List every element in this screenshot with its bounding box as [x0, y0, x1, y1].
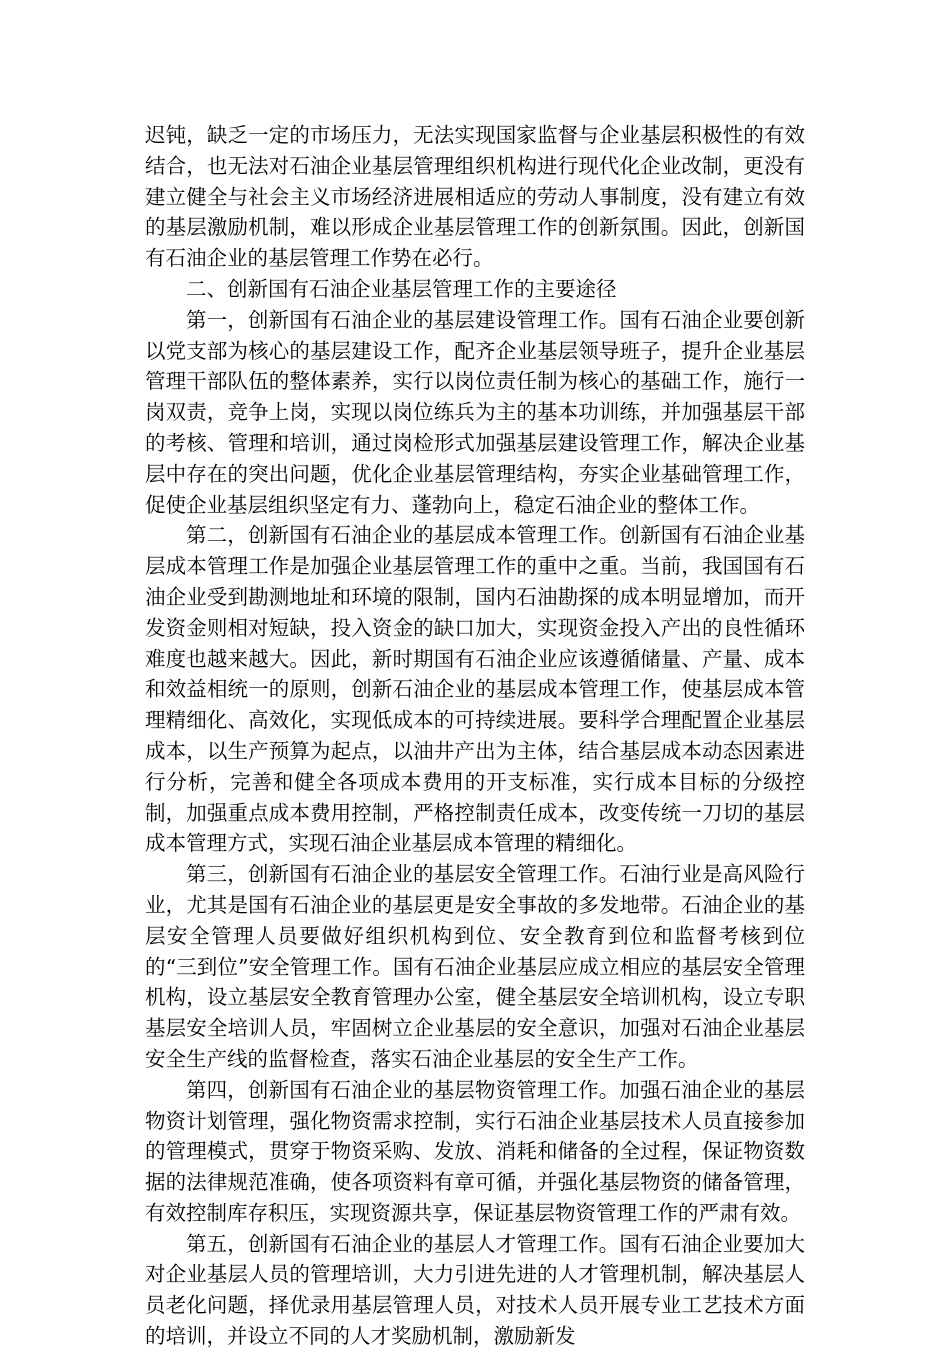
- paragraph-fourth: 第四，创新国有石油企业的基层物资管理工作。加强石油企业的基层物资计划管理，强化物资需求控制，实行石油企业基层技术人员直接参加的管理模式，贯穿于物资采购、发放、消耗和储备的全过程，保证物资数据的法律规范准确，使各项资料有章可循，并强化基层物资的储备管理，有效控制库存积压，实现资源共享，保证基层物资管理工作的严肃有效。: [145, 1077, 805, 1225]
- paragraph-fifth: 第五，创新国有石油企业的基层人才管理工作。国有石油企业要加大对企业基层人员的管理培训，大力引进先进的人才管理机制，解决基层人员老化问题，择优录用基层管理人员，对技术人员开展专业工艺技术方面的培训，并设立不同的人才奖励机制，激励新发: [145, 1231, 805, 1349]
- paragraph-second: 第二，创新国有石油企业的基层成本管理工作。创新国有石油企业基层成本管理工作是加强企业基层管理工作的重中之重。当前，我国国有石油企业受到勘测地址和环境的限制，国内石油勘探的成本明显增加，而开发资金则相对短缺，投入资金的缺口加大，实现资金投入产出的良性循环难度也越来越大。因此，新时期国有石油企业应该遵循储量、产量、成本和效益相统一的原则，创新石油企业的基层成本管理工作，使基层成本管理精细化、高效化，实现低成本的可持续进展。要科学合理配置企业基层成本，以生产预算为起点，以油井产出为主体，结合基层成本动态因素进行分析，完善和健全各项成本费用的开支标准，实行成本目标的分级控制，加强重点成本费用控制，严格控制责任成本，改变传统一刀切的基层成本管理方式，实现石油企业基层成本管理的精细化。: [145, 523, 805, 856]
- paragraph-continuation: 迟钝，缺乏一定的市场压力，无法实现国家监督与企业基层积极性的有效结合，也无法对石油企业基层管理组织机构进行现代化企业改制，更没有建立健全与社会主义市场经济进展相适应的劳动人事制度，没有建立有效的基层激励机制，难以形成企业基层管理工作的创新氛围。因此，创新国有石油企业的基层管理工作势在必行。: [145, 123, 805, 271]
- paragraph-first: 第一，创新国有石油企业的基层建设管理工作。国有石油企业要创新以党支部为核心的基层建设工作，配齐企业基层领导班子，提升企业基层管理干部队伍的整体素养，实行以岗位责任制为核心的基础工作，施行一岗双责，竞争上岗，实现以岗位练兵为主的基本功训练，并加强基层干部的考核、管理和培训，通过岗检形式加强基层建设管理工作，解决企业基层中存在的突出问题，优化企业基层管理结构，夯实企业基础管理工作，促使企业基层组织坚定有力、蓬勃向上，稳定石油企业的整体工作。: [145, 307, 805, 517]
- section-heading: 二、创新国有石油企业基层管理工作的主要途径: [186, 276, 617, 301]
- document-page: [145, 120, 805, 1352]
- paragraph-third: 第三，创新国有石油企业的基层安全管理工作。石油行业是高风险行业，尤其是国有石油企业的基层更是安全事故的多发地带。石油企业的基层安全管理人员要做好组织机构到位、安全教育到位和监督考核到位的“三到位”安全管理工作。国有石油企业基层应成立相应的基层安全管理机构，设立基层安全教育管理办公室，健全基层安全培训机构，设立专职基层安全培训人员，牢固树立企业基层的安全意识，加强对石油企业基层安全生产线的监督检查，落实石油企业基层的安全生产工作。: [145, 862, 805, 1071]
